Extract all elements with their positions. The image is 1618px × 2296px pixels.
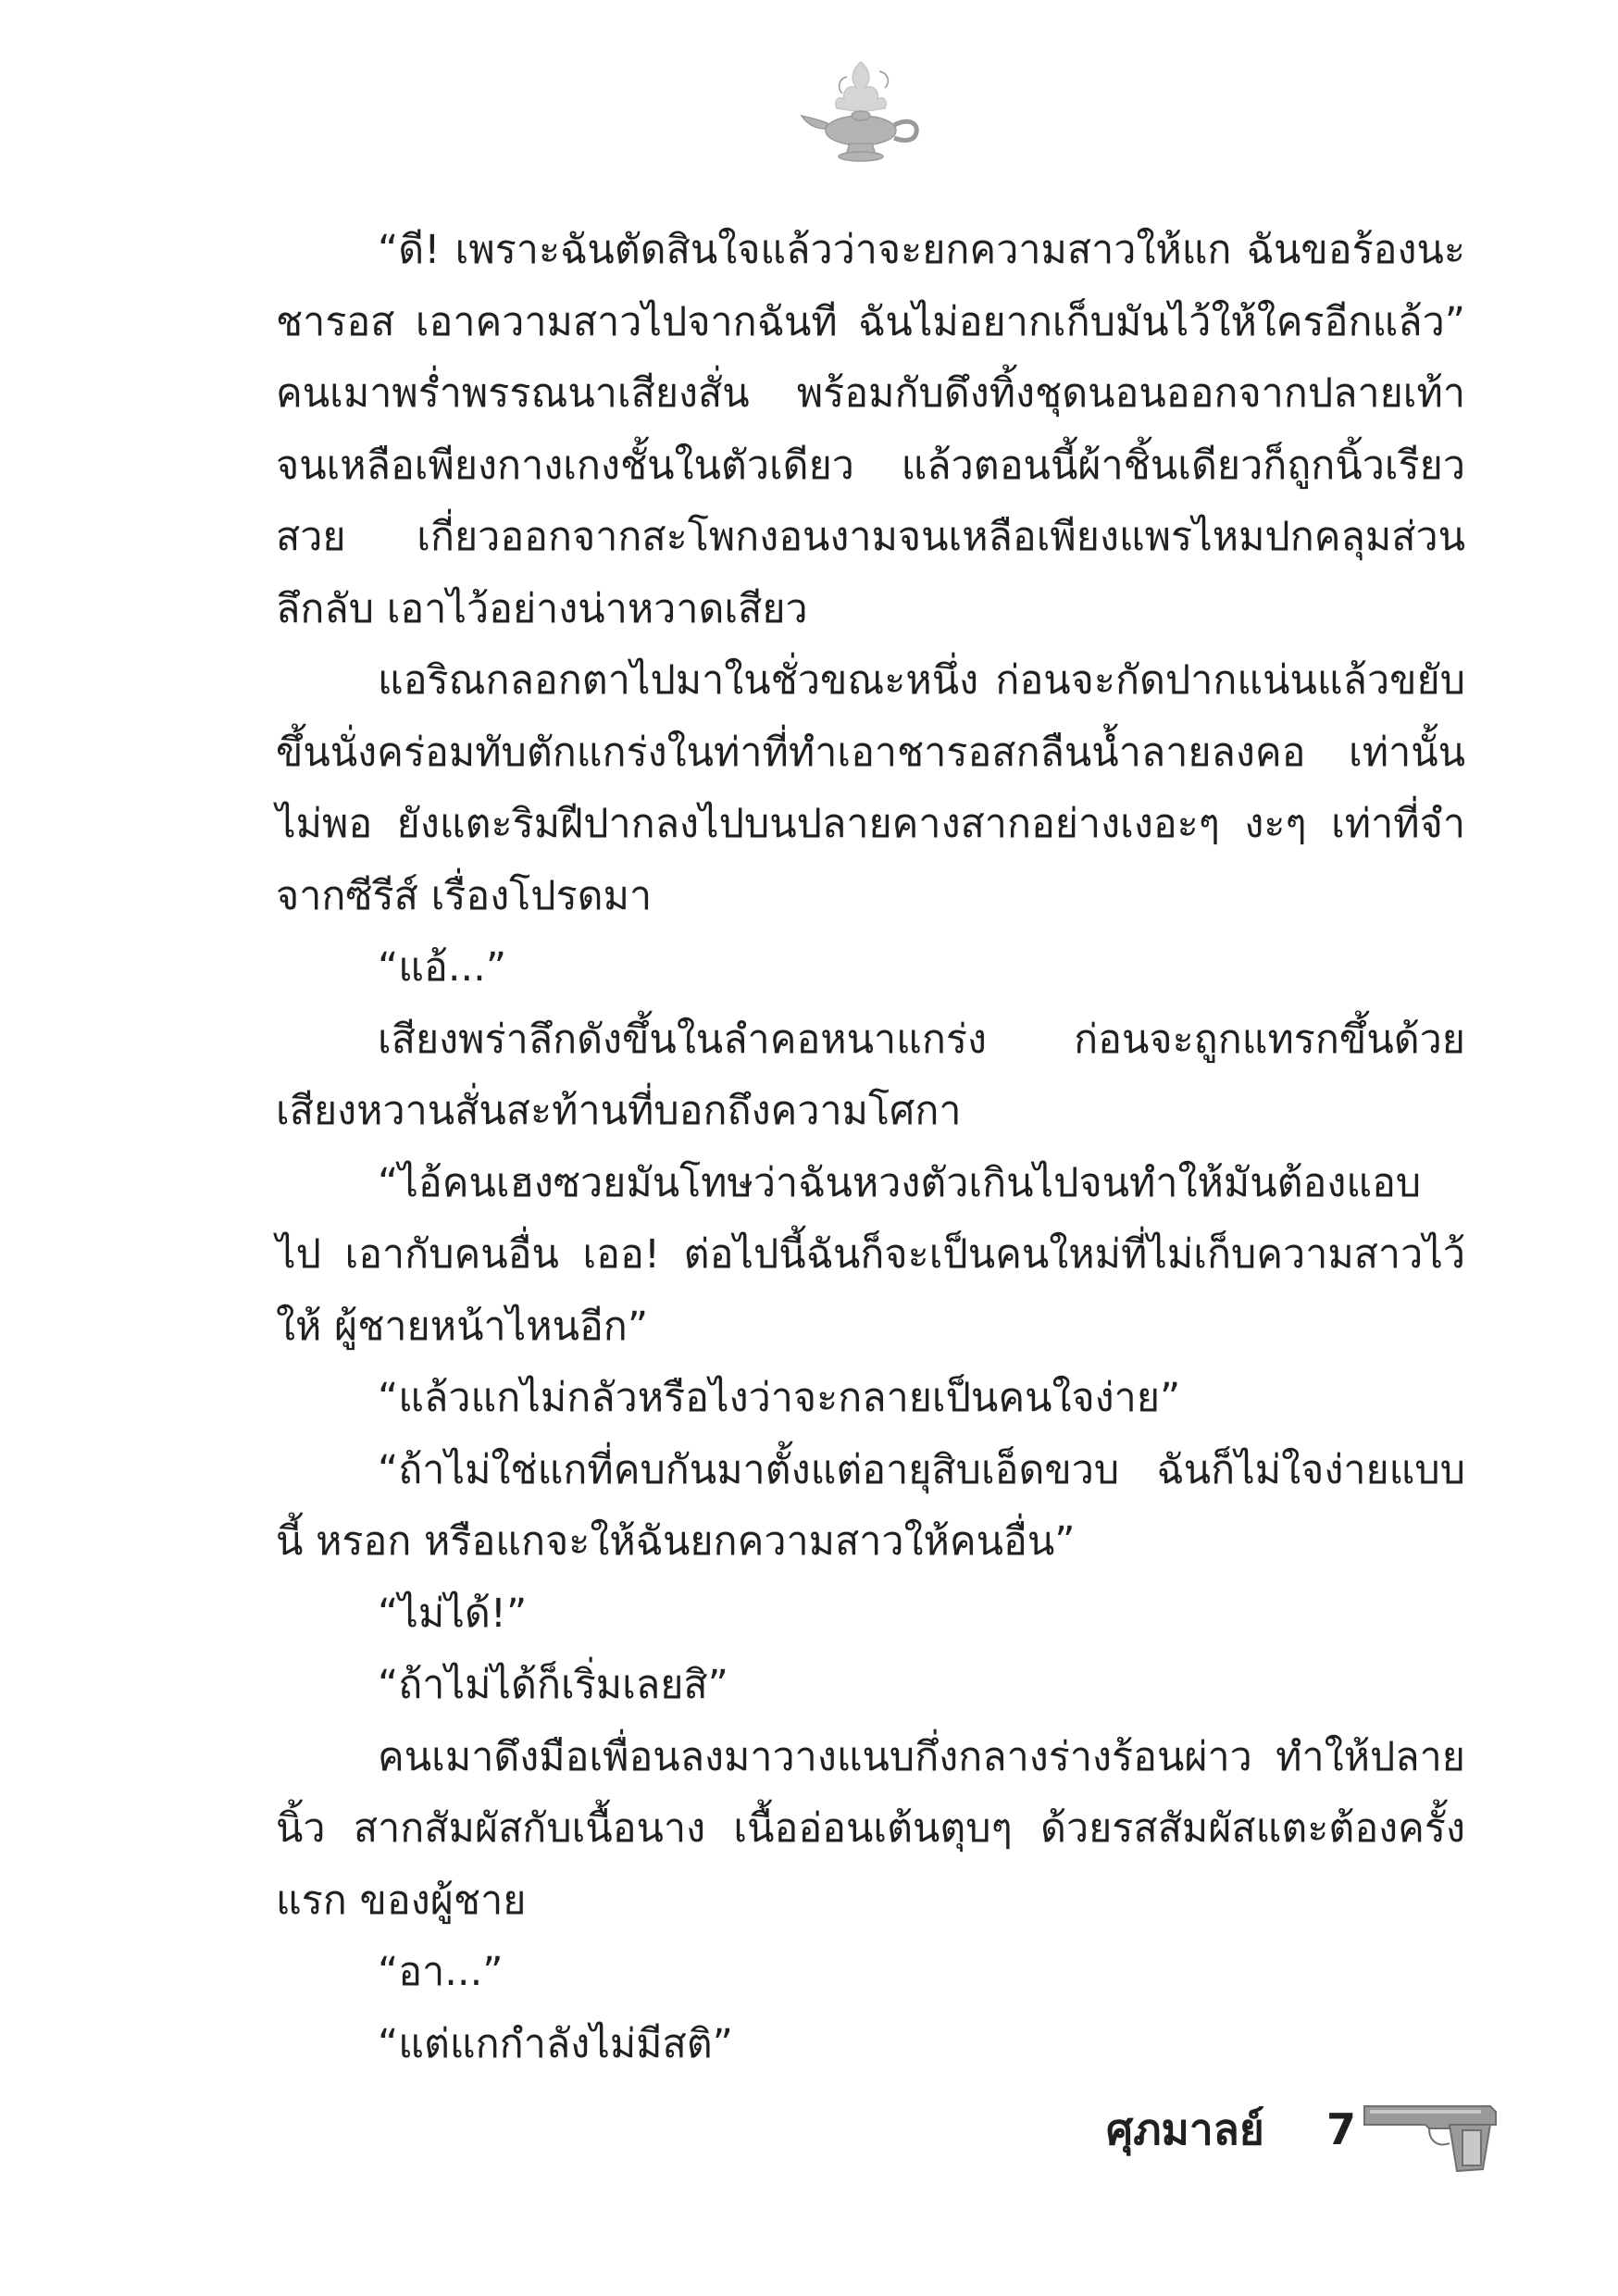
paragraph: “ไม่ได้!” [378,1590,528,1637]
paragraph: “แอ้...” [378,944,507,991]
page-footer [1018,2097,1500,2171]
paragraph: แอริณกลอกตาไปมาในชั่วขณะหนึ่ง ก่อนจะกัดปากแน่นแล้วขยับ ขึ้นนั่งคร่อมทับตักแกร่งในท่าที่ทำเอาชารอสกลืนน้ำลายลงคอ เท่านั้นไม่พอ ยังแตะริมฝีปากลงไปบนปลายคางสากอย่างเงอะๆ งะๆ เท่าที่จำจากซีรีส์ เรื่องโปรดมา [276,657,1465,919]
paragraph: คนเมาดึงมือเพื่อนลงมาวางแนบกึ่งกลางร่างร้อนผ่าว ทำให้ปลายนิ้ว สากสัมผัสกับเนื้อนาง เนื้ออ่อนเต้นตุบๆ ด้วยรสสัมผัสแตะต้องครั้งแรก ของผู้ชาย [276,1733,1465,1924]
paragraph: “ถ้าไม่ใช่แกที่คบกันมาตั้งแต่อายุสิบเอ็ดขวบ ฉันก็ไม่ใจง่ายแบบนี้ หรอก หรือแกจะให้ฉันยกความสาวให้คนอื่น” [276,1446,1465,1565]
page-number: 7 [1326,2104,1357,2154]
paragraph: เสียงพร่าลึกดังขึ้นในลำคอหนาแกร่ง ก่อนจะถูกแทรกขึ้นด้วย เสียงหวานสั่นสะท้านที่บอกถึงความโศกา [276,1016,1465,1134]
paragraph: “ถ้าไม่ได้ก็เริ่มเลยสิ” [378,1662,728,1708]
paragraph: “แล้วแกไม่กลัวหรือไงว่าจะกลายเป็นคนใจง่าย” [378,1375,1181,1421]
paragraph: “ดี! เพราะฉันตัดสินใจแล้วว่าจะยกความสาวให้แก ฉันขอร้องนะ ชารอส เอาความสาวไปจากฉันที ฉันไม่อยากเก็บมันไว้ให้ใครอีกแล้ว” คนเมาพร่ำพรรณนาเสียงสั่น พร้อมกับดึงทิ้งชุดนอนออกจากปลายเท้า จนเหลือเพียงกางเกงชั้นในตัวเดียว แล้วตอนนี้ผ้าชิ้นเดียวก็ถูกนิ้วเรียวสวย เกี่ยวออกจากสะโพกงอนงามจนเหลือเพียงแพรไหมปกคลุมส่วนลึกลับ เอาไว้อย่างน่าหวาดเสียว [276,227,1465,632]
paragraph: “อา...” [378,1949,504,1995]
pistol-icon [1361,2097,1500,2176]
chapter-text [276,215,1465,2080]
author-name: ศุภมาลย์ [1106,2104,1264,2154]
magic-lamp-icon [796,51,926,171]
paragraph: “ไอ้คนเฮงซวยมันโทษว่าฉันหวงตัวเกินไปจนทำให้มันต้องแอบไป เอากับคนอื่น เออ! ต่อไปนี้ฉันก็จะเป็นคนใหม่ที่ไม่เก็บความสาวไว้ให้ ผู้ชายหน้าไหนอีก” [276,1159,1465,1350]
paragraph: “แต่แกกำลังไม่มีสติ” [378,2020,733,2067]
